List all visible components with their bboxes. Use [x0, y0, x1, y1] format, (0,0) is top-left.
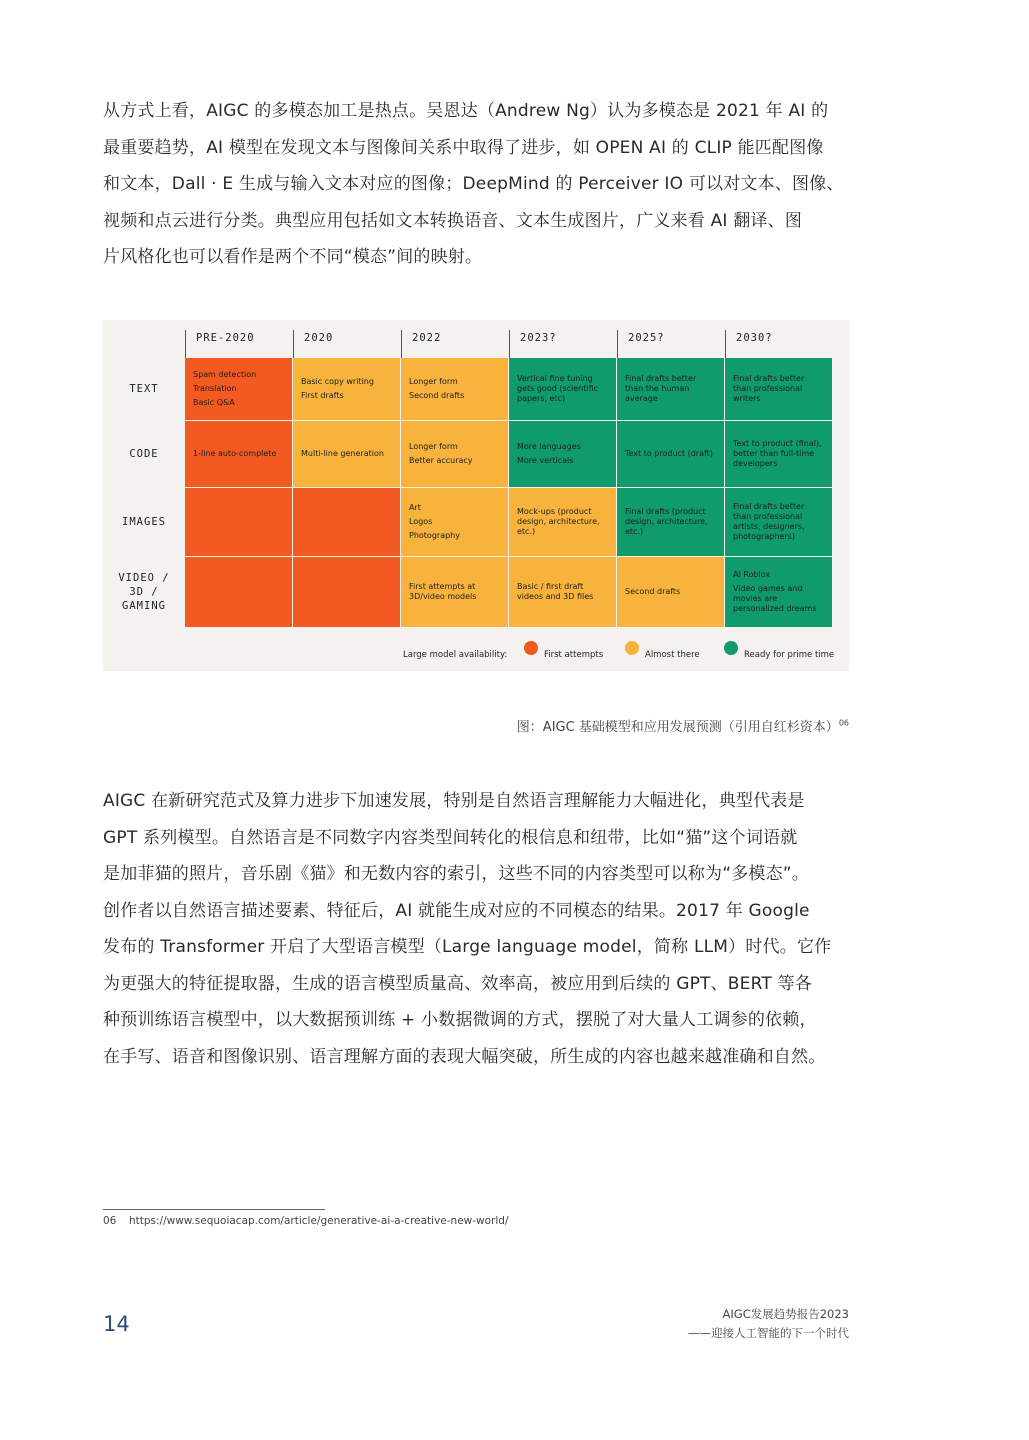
row-label-line: 3D / — [129, 586, 159, 598]
forecast-cell — [401, 557, 508, 627]
footnote — [103, 1215, 509, 1227]
forecast-cell — [509, 421, 616, 487]
legend-title: Large model availability: — [403, 650, 508, 660]
forecast-cell — [401, 421, 508, 487]
cell-text: Longer form — [409, 442, 458, 451]
column-divider — [509, 330, 510, 358]
cell-text: Text to product (draft) — [625, 449, 713, 458]
intro-line: 视频和点云进行分类。典型应用包括如文本转换语音、文本生成图片，广义来看 AI 翻译、图 — [103, 210, 803, 231]
intro-line: 从方式上看，AIGC 的多模态加工是热点。吴恩达（Andrew Ng）认为多模态是 2021 年 AI 的 — [103, 101, 829, 121]
column-header: 2020 — [304, 332, 334, 344]
cell-text: First drafts — [301, 391, 344, 400]
forecast-cell — [185, 358, 292, 420]
body-line: 种预训练语言模型中，以大数据预训练 + 小数据微调的方式，摆脱了对大量人工调参的依赖， — [103, 1010, 817, 1030]
page-number: 14 — [103, 1312, 130, 1336]
forecast-cell — [401, 358, 508, 420]
row-label-line: GAMING — [122, 600, 166, 612]
legend-label: Almost there — [645, 650, 700, 660]
row-label-line: VIDEO / — [118, 572, 170, 584]
body-paragraph — [103, 783, 893, 1075]
figure-caption — [517, 716, 849, 735]
body-line: 是加菲猫的照片，音乐剧《猫》和无数内容的索引，这些不同的内容类型可以称为“多模态”。 — [103, 864, 810, 884]
cell-text: Vertical fine tuning gets good (scientific papers, etc) — [517, 374, 599, 403]
intro-line: 片风格化也可以看作是两个不同“模态”间的映射。 — [103, 247, 483, 267]
forecast-cell — [293, 358, 400, 420]
caption-text: 图：AIGC 基础模型和应用发展预测（引用自红杉资本） — [516, 720, 839, 735]
body-line: 发布的 Transformer 开启了大型语言模型（Large language model，简称 LLM）时代。它作 — [103, 937, 832, 957]
intro-line: 最重要趋势，AI 模型在发现文本与图像间关系中取得了进步，如 OPEN AI 的 CLIP 能匹配图像 — [103, 137, 824, 158]
legend-dot — [625, 641, 639, 655]
body-line: AIGC 在新研究范式及算力进步下加速发展，特别是自然语言理解能力大幅进化，典型代表是 — [103, 791, 805, 811]
forecast-cell — [185, 557, 292, 627]
footnote-number: 06 — [103, 1215, 117, 1227]
cell-text: AI Roblox — [733, 570, 771, 579]
aigc-forecast-figure — [103, 320, 849, 671]
column-header: 2023? — [520, 332, 557, 344]
row-label — [103, 382, 185, 396]
column-divider — [293, 330, 294, 358]
forecast-cell — [293, 421, 400, 487]
legend-label: Ready for prime time — [744, 650, 835, 660]
cell-text: Video games and movies are personalized dreams — [733, 584, 817, 613]
cell-text: Final drafts better than professional artists, designers, photographers) — [733, 502, 805, 541]
cell-text: First attempts at 3D/video models — [409, 582, 477, 601]
caption-ref: 06 — [838, 718, 849, 728]
forecast-cell — [293, 488, 400, 556]
cell-text: Text to product (final), better than full-time developers — [733, 439, 822, 468]
cell-text: Spam detection — [193, 370, 257, 379]
row-label — [103, 447, 185, 461]
cell-text: Longer form — [409, 377, 458, 386]
forecast-cell — [509, 358, 616, 420]
forecast-cell — [185, 488, 292, 556]
column-header: PRE-2020 — [196, 332, 255, 344]
running-subtitle: ——迎接人工智能的下一个时代 — [688, 1326, 849, 1340]
column-header: 2030? — [736, 332, 773, 344]
cell-text: Translation — [193, 384, 237, 393]
cell-text: More languages — [517, 442, 581, 451]
forecast-cell — [185, 421, 292, 487]
cell-text: Basic copy writing — [301, 377, 374, 386]
cell-text: Better accuracy — [409, 456, 473, 465]
column-divider — [617, 330, 618, 358]
forecast-cell — [617, 557, 724, 627]
forecast-cell — [617, 421, 724, 487]
legend-dot — [724, 641, 738, 655]
column-divider — [725, 330, 726, 358]
cell-text: 1-line auto-complete — [193, 449, 277, 458]
body-line: 创作者以自然语言描述要素、特征后，AI 就能生成对应的不同模态的结果。2017 年 Google — [103, 900, 810, 921]
intro-line: 和文本，Dall · E 生成与输入文本对应的图像；DeepMind 的 Perceiver IO 可以对文本、图像、 — [103, 174, 844, 194]
forecast-cell — [617, 488, 724, 556]
row-label-line: CODE — [129, 448, 159, 460]
cell-text: Multi-line generation — [301, 449, 384, 458]
cell-text: Logos — [409, 517, 433, 526]
intro-paragraph — [103, 93, 893, 276]
forecast-cell — [617, 358, 724, 420]
row-label-line: IMAGES — [122, 516, 166, 528]
row-label-line: TEXT — [129, 383, 159, 395]
cell-text: Mock-ups (product design, architecture, etc.) — [517, 507, 600, 536]
legend-dot — [524, 641, 538, 655]
body-line: 在手写、语音和图像识别、语言理解方面的表现大幅突破，所生成的内容也越来越准确和自然。 — [103, 1046, 826, 1067]
forecast-cell — [509, 557, 616, 627]
cell-text: Second drafts — [409, 391, 465, 400]
cell-text: Final drafts better than professional writers — [733, 374, 805, 403]
forecast-cell — [401, 488, 508, 556]
column-divider — [401, 330, 402, 358]
cell-text: Art — [409, 503, 421, 512]
cell-text: Basic / first draft videos and 3D files — [517, 582, 594, 601]
column-header: 2025? — [628, 332, 665, 344]
forecast-cell — [509, 488, 616, 556]
forecast-cell — [725, 358, 832, 420]
column-header: 2022 — [412, 332, 442, 344]
cell-text: Basic Q&A — [193, 398, 235, 407]
forecast-cell — [725, 421, 832, 487]
legend-label: First attempts — [544, 650, 604, 660]
footnote-divider — [103, 1209, 325, 1210]
footnote-link[interactable]: https://www.sequoiacap.com/article/generative-ai-a-creative-new-world/ — [129, 1215, 509, 1227]
row-label — [103, 571, 185, 613]
column-divider — [185, 330, 186, 358]
cell-text: Final drafts better than the human average — [625, 374, 697, 403]
cell-text: More verticals — [517, 456, 574, 465]
forecast-cell — [725, 557, 832, 627]
forecast-cell — [725, 488, 832, 556]
cell-text: Photography — [409, 531, 460, 540]
cell-text: Final drafts (product design, architecture, etc.) — [625, 507, 708, 536]
row-label — [103, 515, 185, 529]
body-line: GPT 系列模型。自然语言是不同数字内容类型间转化的根信息和纽带，比如“猫”这个词语就 — [103, 827, 798, 848]
running-title: AIGC发展趋势报告2023 — [722, 1307, 849, 1321]
forecast-cell — [293, 557, 400, 627]
body-line: 为更强大的特征提取器，生成的语言模型质量高、效率高，被应用到后续的 GPT、BERT 等各 — [103, 973, 812, 994]
cell-text: Second drafts — [625, 587, 681, 596]
